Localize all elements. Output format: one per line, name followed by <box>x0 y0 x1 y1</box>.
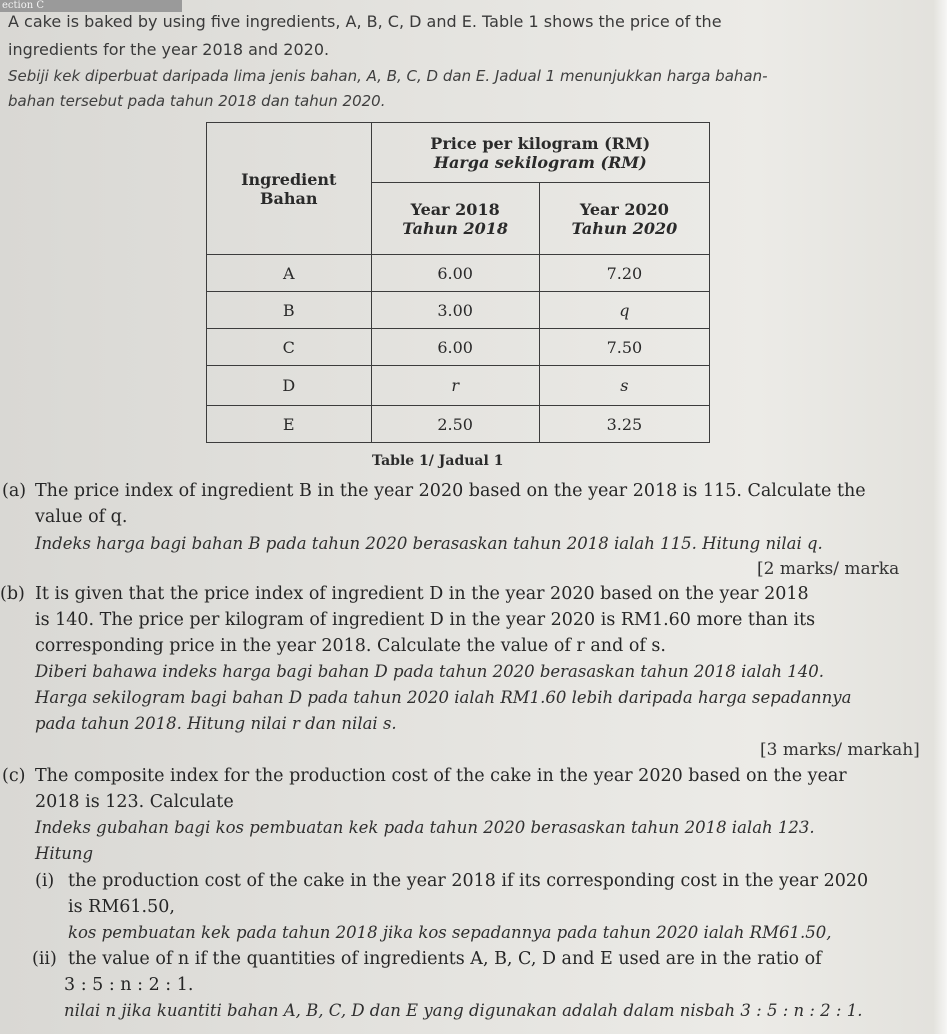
ingredient-cell: A <box>207 255 372 292</box>
price-2020-cell: 7.50 <box>539 329 709 366</box>
intro-en-line1: A cake is baked by using five ingredients, A, B, C, D and E. Table 1 shows the price of the <box>8 12 722 31</box>
table-row <box>207 292 710 329</box>
question-c-ii-ms: nilai n jika kuantiti bahan A, B, C, D dan E yang digunakan adalah dalam nisbah 3 : 5 : n : 2 : 1. <box>64 1001 863 1020</box>
question-b-en-line3: corresponding price in the year 2018. Calculate the value of r and of s. <box>35 636 666 656</box>
price-2020-cell: q <box>539 292 709 329</box>
price-table <box>206 122 710 443</box>
header-price-en: Price per kilogram (RM) <box>430 133 651 153</box>
ingredient-cell: D <box>207 366 372 406</box>
header-year-2018-en: Year 2018 <box>410 199 500 219</box>
table-row <box>207 329 710 366</box>
question-c-i-ms: kos pembuatan kek pada tahun 2018 jika kos sepadannya pada tahun 2020 ialah RM61.50, <box>68 923 832 942</box>
ingredient-cell: E <box>207 406 372 443</box>
intro-en-line2: ingredients for the year 2018 and 2020. <box>8 40 330 59</box>
header-year-2018 <box>371 183 539 255</box>
header-ingredient-en: Ingredient <box>241 169 337 189</box>
question-a-en-line1: The price index of ingredient B in the year 2020 based on the year 2018 is 115. Calculate the <box>35 481 866 501</box>
header-strip: ection C <box>0 0 182 12</box>
question-c-i-label: (i) <box>35 871 55 891</box>
ingredient-cell: C <box>207 329 372 366</box>
price-2018-cell: r <box>371 366 539 406</box>
question-b-label: (b) <box>0 584 25 604</box>
question-c-en-line2: 2018 is 123. Calculate <box>35 792 234 812</box>
price-2020-cell: 3.25 <box>539 406 709 443</box>
question-a-en-line2: value of q. <box>35 507 128 527</box>
header-year-2018-ms: Tahun 2018 <box>402 218 509 238</box>
page-edge-highlight <box>933 0 947 1034</box>
intro-ms-line2: bahan tersebut pada tahun 2018 dan tahun 2020. <box>8 92 386 110</box>
question-c-ii-en-line2: 3 : 5 : n : 2 : 1. <box>64 975 194 995</box>
question-a-label: (a) <box>2 481 27 501</box>
intro-ms-line1: Sebiji kek diperbuat daripada lima jenis bahan, A, B, C, D dan E. Jadual 1 menunjukkan harga bahan- <box>8 67 768 85</box>
header-year-2020-en: Year 2020 <box>579 199 669 219</box>
question-c-i-en-line2: is RM61.50, <box>68 897 175 917</box>
header-ingredient <box>207 123 372 255</box>
table-caption: Table 1/ Jadual 1 <box>372 453 504 469</box>
question-c-label: (c) <box>2 766 26 786</box>
question-b-en-line2: is 140. The price per kilogram of ingredient D in the year 2020 is RM1.60 more than its <box>35 610 816 630</box>
question-b-en-line1: It is given that the price index of ingredient D in the year 2020 based on the year 2018 <box>35 584 809 604</box>
price-2018-cell: 6.00 <box>371 329 539 366</box>
question-a-marks: [2 marks/ marka <box>757 559 900 579</box>
table-row <box>207 366 710 406</box>
question-b-ms-line1: Diberi bahawa indeks harga bagi bahan D pada tahun 2020 berasaskan tahun 2018 ialah 140. <box>35 662 825 681</box>
table-row <box>207 255 710 292</box>
price-2018-cell: 3.00 <box>371 292 539 329</box>
question-b-ms-line2: Harga sekilogram bagi bahan D pada tahun 2020 ialah RM1.60 lebih daripada harga sepadannya <box>35 688 852 707</box>
price-2018-cell: 2.50 <box>371 406 539 443</box>
question-c-en-line1: The composite index for the production cost of the cake in the year 2020 based on the year <box>35 766 847 786</box>
ingredient-cell: B <box>207 292 372 329</box>
question-c-ii-en-line1: the value of n if the quantities of ingredients A, B, C, D and E used are in the ratio of <box>68 949 822 969</box>
table-row <box>207 406 710 443</box>
question-c-ms-line2: Hitung <box>35 844 94 863</box>
question-b-marks: [3 marks/ markah] <box>760 740 920 760</box>
question-c-ii-label: (ii) <box>32 949 57 969</box>
header-year-2020 <box>539 183 709 255</box>
header-ingredient-ms: Bahan <box>260 188 318 208</box>
price-2020-cell: s <box>539 366 709 406</box>
price-2018-cell: 6.00 <box>371 255 539 292</box>
question-c-i-en-line1: the production cost of the cake in the year 2018 if its corresponding cost in the year 2020 <box>68 871 869 891</box>
header-price-ms: Harga sekilogram (RM) <box>433 152 647 172</box>
header-year-2020-ms: Tahun 2020 <box>571 218 678 238</box>
question-a-ms: Indeks harga bagi bahan B pada tahun 2020 berasaskan tahun 2018 ialah 115. Hitung nilai q. <box>35 534 823 553</box>
header-price-group <box>371 123 709 183</box>
question-b-ms-line3: pada tahun 2018. Hitung nilai r dan nilai s. <box>35 714 397 733</box>
price-2020-cell: 7.20 <box>539 255 709 292</box>
question-c-ms-line1: Indeks gubahan bagi kos pembuatan kek pada tahun 2020 berasaskan tahun 2018 ialah 123. <box>35 818 815 837</box>
